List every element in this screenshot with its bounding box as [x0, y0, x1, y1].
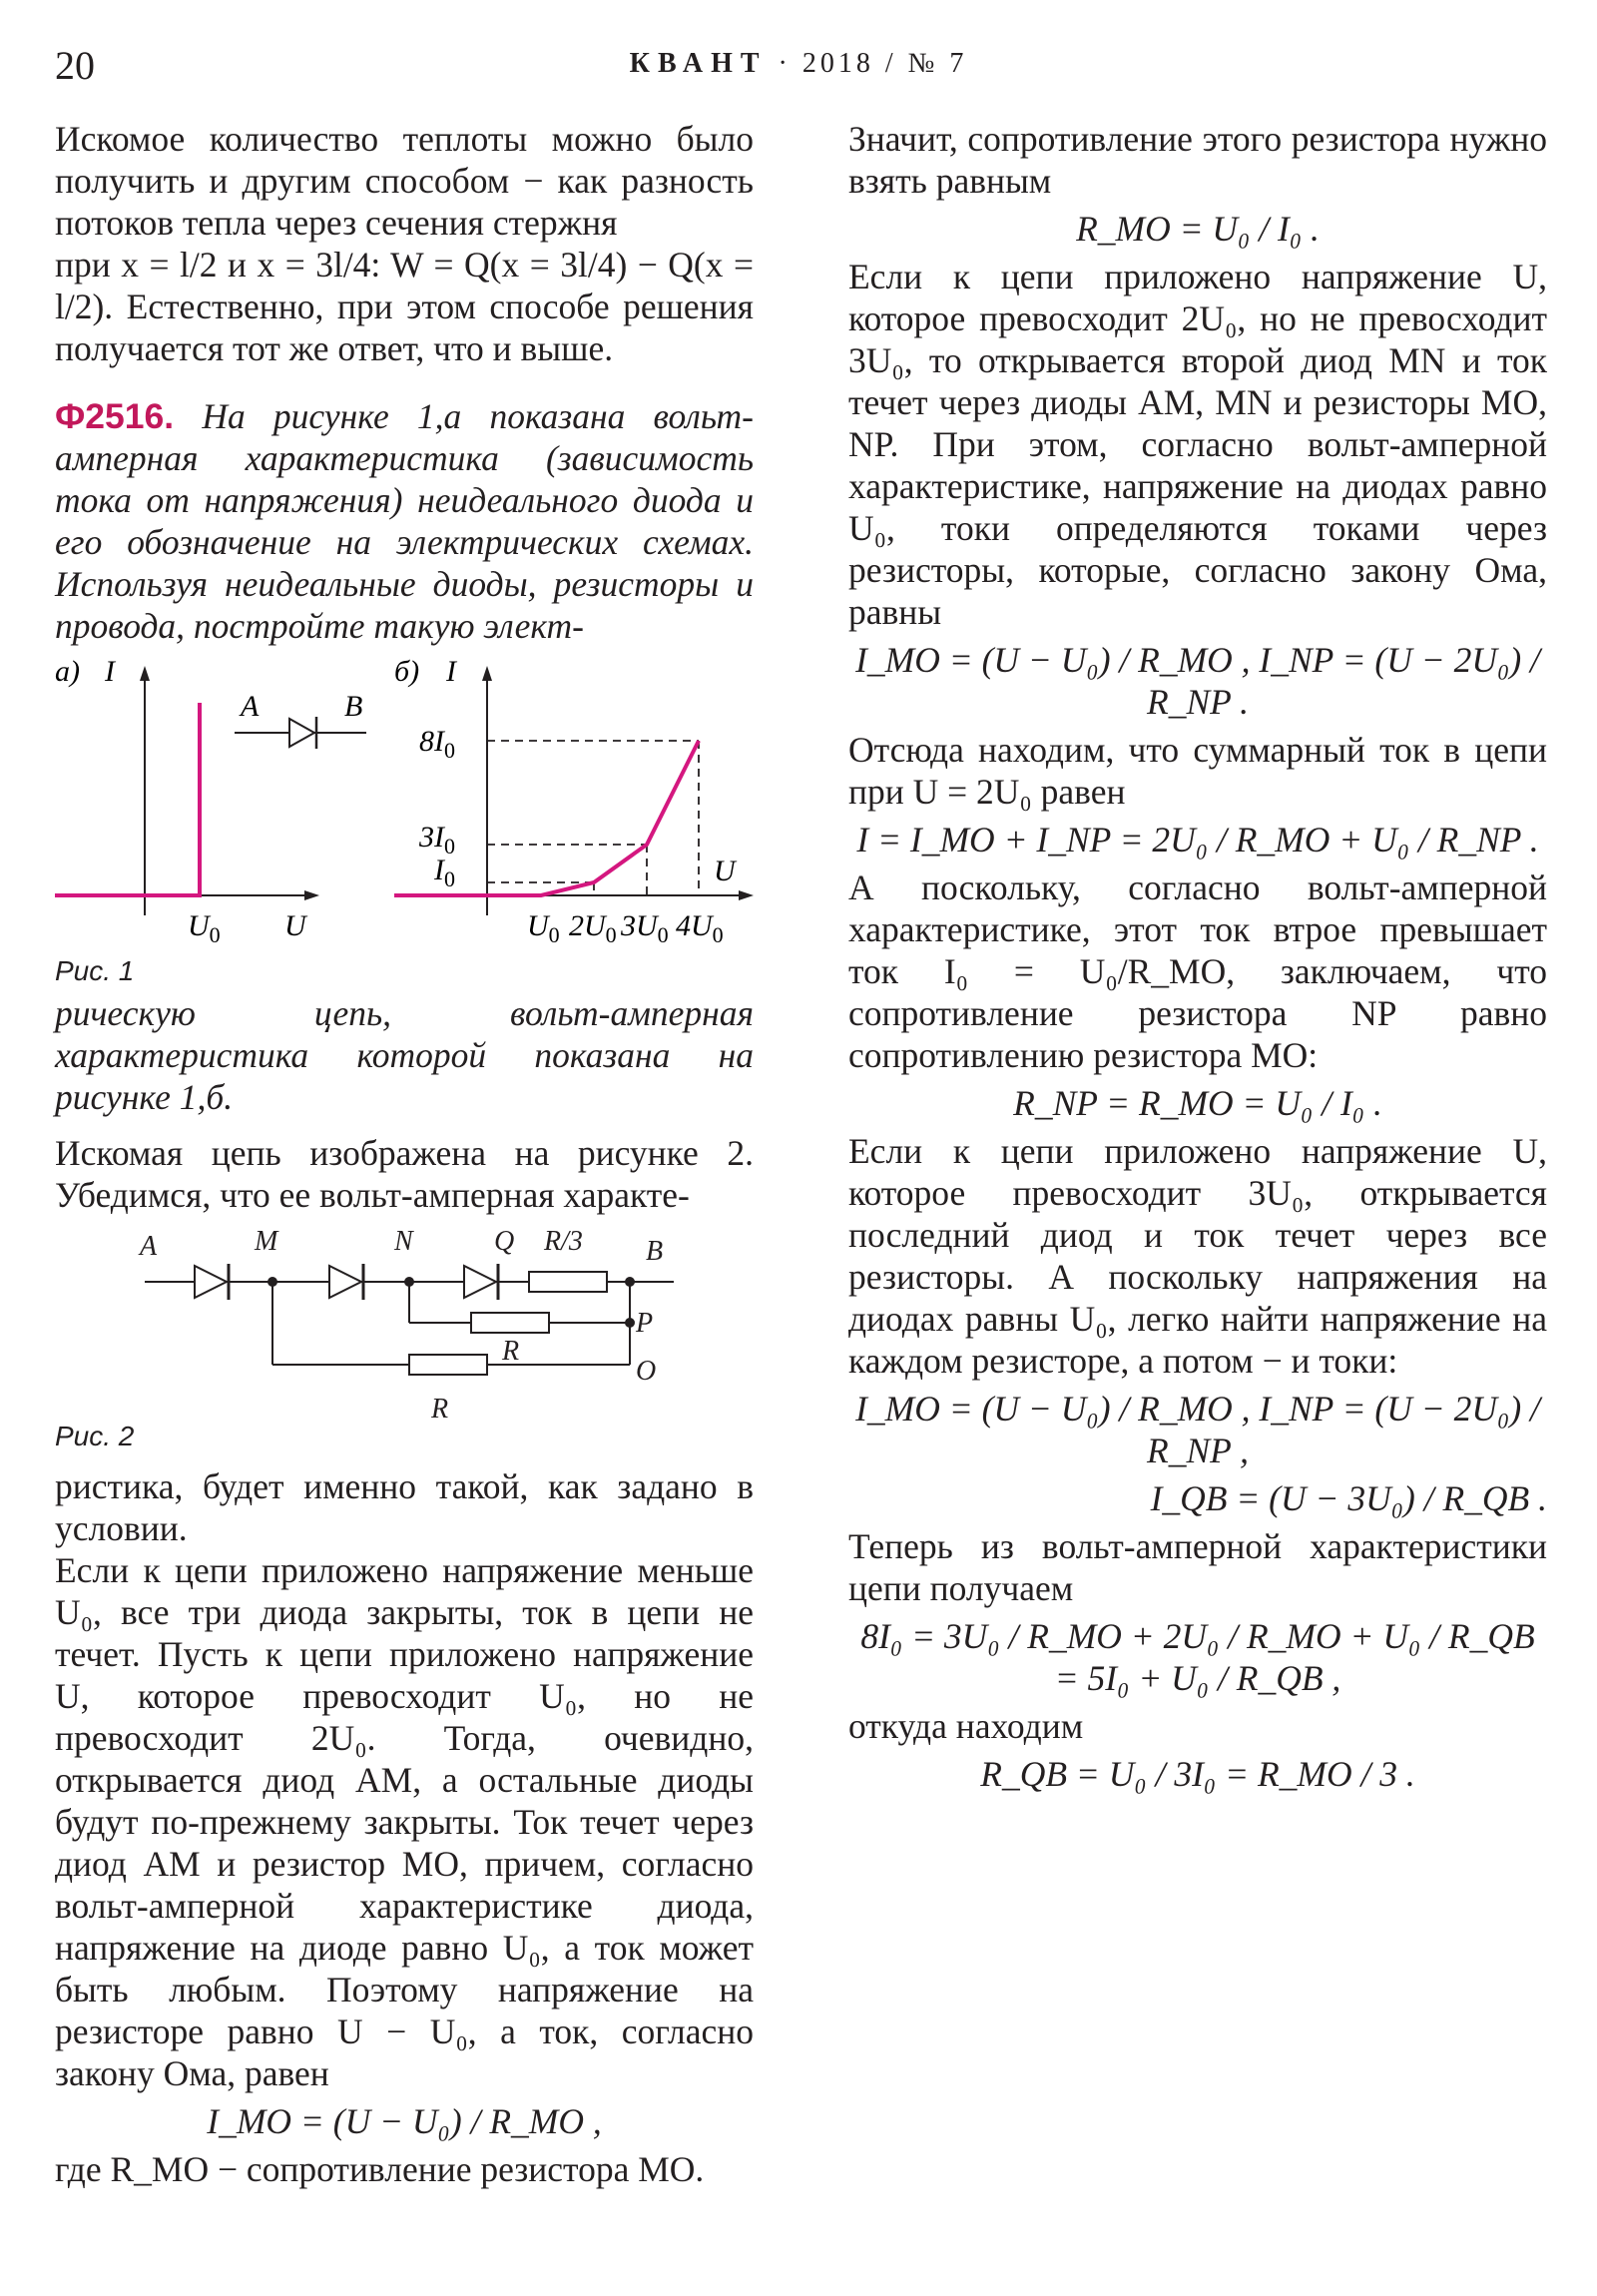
y-tick-3i0: $3I_0$ [419, 821, 455, 859]
axis-i-label-b: I [446, 655, 456, 688]
formula-currents-3b: I_QB = (U − 3U₀) / R_QB . [1150, 1478, 1547, 1518]
resistor-r3-label: R/3 [544, 1226, 583, 1257]
x-tick-3u0: $3U_0$ [621, 909, 669, 947]
figure-2-caption: Рис. 2 [55, 1421, 135, 1451]
formula-total-current: I = I_MO + I_NP = 2U₀ / R_MO + U₀ / R_NP . [856, 820, 1539, 860]
y-axis-arrow-a [140, 666, 150, 681]
node-m-label: M [255, 1226, 278, 1257]
formula-currents-2: I_MO = (U − U₀) / R_MO , I_NP = (U − 2U₀) / R_NP . [855, 640, 1540, 722]
node-p-label: P [636, 1308, 654, 1339]
formula-r-qb: R_QB = U₀ / 3I₀ = R_MO / 3 . [980, 1754, 1415, 1794]
problem-text: На рисунке 1,а показана вольт-амперная характеристика (зависимость тока от напряжения) неидеального диода и его обозначение на электрических схемах. Используя неидеальные диоды, резисторы и провода, постройте такую элект- [55, 396, 754, 646]
formula-i-mo: I_MO = (U − U₀) / R_MO , [207, 2101, 602, 2141]
u0-label-a: $U_0$ [188, 909, 221, 947]
node-n-dot [404, 1277, 414, 1287]
right-paragraph-6: Теперь из вольт-амперной характеристики цепи получаем [848, 1526, 1547, 1608]
node-b-label: B [646, 1236, 664, 1267]
x-tick-2u0: $2U_0$ [569, 909, 617, 947]
solution-paragraph-4: где R_MO − сопротивление резистора MO. [55, 2149, 705, 2189]
node-a-label: A [140, 1231, 158, 1262]
left-column [55, 118, 754, 2190]
panel-b-label: б) [394, 655, 420, 688]
solution-paragraph-3: Если к цепи приложено напряжение меньше U₀, все три диода закрыты, ток в цепи не течет. Пусть к цепи приложено напряжение U, которое превосходит U₀, но не превосходит 2U₀. Тогда, очевидно, открывается диод AM, а остальные диоды будут по-прежнему закрыты. Ток течет через диод AM и резистор MO, причем, согласно вольт-амперной характеристике диода, напряжение на диоде равно U₀, а ток может быть любым. Поэтому напряжение на резисторе равно U − U₀, а ток, согласно закону Ома, равен [55, 1550, 754, 2093]
formula-8i0: 8I₀ = 3U₀ / R_MO + 2U₀ / R_MO + U₀ / R_QB = 5I₀ + U₀ / R_QB , [860, 1616, 1535, 1698]
node-q-label: Q [494, 1226, 515, 1257]
right-paragraph-3: Отсюда находим, что суммарный ток в цепи при U = 2U₀ равен [848, 730, 1547, 812]
iv-curve-a [55, 703, 200, 895]
node-o-label: O [636, 1356, 657, 1387]
diode-nq [464, 1266, 496, 1298]
formula-currents-3a: I_MO = (U − U₀) / R_MO , I_NP = (U − 2U₀) / R_NP , [855, 1389, 1540, 1470]
problem-text-end: рическую цепь, вольт-амперная характеристика которой показана на рисунке 1,б. [55, 993, 754, 1117]
right-column [848, 118, 1547, 1801]
x-tick-4u0: $4U_0$ [676, 909, 724, 947]
page-number: 20 [55, 43, 95, 88]
figure-1-caption: Рис. 1 [55, 955, 135, 986]
right-paragraph-1: Значит, сопротивление этого резистора нужно взять равным [848, 119, 1547, 201]
right-paragraph-7: откуда находим [848, 1706, 1084, 1746]
x-axis-arrow-a [304, 890, 319, 900]
resistor-mo [409, 1355, 487, 1375]
right-paragraph-2: Если к цепи приложено напряжение U, которое превосходит 2U₀, но не превосходит 3U₀, то открывается второй диод MN и ток течет через диоды AM, MN и резисторы MO, NP. При этом, согласно вольт-амперной характеристике, напряжение на диодах равно U₀, токи определяются токами через резисторы, которые, согласно закону Ома, равны [848, 257, 1547, 632]
solution-paragraph-2: ристика, будет именно такой, как задано в условии. [55, 1466, 754, 1548]
x-tick-u0: $U_0$ [527, 909, 560, 947]
solution-paragraph-1: Искомая цепь изображена на рисунке 2. Убедимся, что ее вольт-амперная характе- [55, 1133, 754, 1215]
diode-am [195, 1266, 227, 1298]
issue-info: · 2018 / № 7 [778, 48, 968, 79]
node-m-dot [267, 1277, 277, 1287]
running-header [0, 48, 1597, 80]
resistor-np [471, 1313, 549, 1333]
diode-mn [329, 1266, 361, 1298]
node-b-dot [625, 1277, 635, 1287]
axis-u-label-b: U [714, 855, 736, 887]
axis-i-label-a: I [105, 655, 115, 688]
resistor-r-label-2: R [431, 1394, 449, 1425]
node-p-dot [625, 1318, 635, 1328]
resistor-qb [529, 1272, 607, 1292]
problem-label: Ф2516. [55, 396, 175, 436]
right-paragraph-5: Если к цепи приложено напряжение U, которое превосходит 3U₀, открывается последний диод и ток течет через все резисторы. А поскольку напряжения на диодах равны U₀, легко найти напряжение на каждом резисторе, а потом − и токи: [848, 1131, 1547, 1381]
node-n-label: N [394, 1226, 413, 1257]
y-tick-i0: $I_0$ [434, 854, 455, 891]
diode-triangle [289, 719, 314, 747]
right-paragraph-4: А поскольку, согласно вольт-амперной характеристике, этот ток втрое превышает ток I₀ = U₀/R_MO, заключаем, что сопротивление резистора NP равно сопротивлению резистора MO: [848, 867, 1547, 1075]
intro-paragraph-2: при x = l/2 и x = 3l/4: W = Q(x = 3l/4) − Q(x = l/2). Естественно, при этом способе решения получается тот же ответ, что и выше. [55, 245, 754, 368]
resistor-r-label-1: R [502, 1336, 520, 1367]
diode-label-b: B [344, 690, 363, 723]
grid-dashes [487, 741, 699, 895]
diode-label-a: A [241, 690, 260, 723]
y-axis-arrow-b [482, 666, 492, 681]
formula-r-np: R_NP = R_MO = U₀ / I₀ . [1013, 1083, 1382, 1123]
intro-paragraph-1: Искомое количество теплоты можно было получить и другим способом − как разность потоков тепла через сечения стержня [55, 119, 754, 243]
panel-a-label: а) [55, 655, 80, 688]
y-tick-8i0: $8I_0$ [419, 725, 455, 763]
formula-r-mo: R_MO = U₀ / I₀ . [1076, 209, 1320, 249]
problem-statement [55, 395, 754, 647]
x-axis-arrow-b [739, 890, 754, 900]
axis-u-label-a: U [284, 909, 306, 942]
figure-1 [55, 651, 754, 950]
journal-name: КВАНТ [629, 48, 768, 79]
